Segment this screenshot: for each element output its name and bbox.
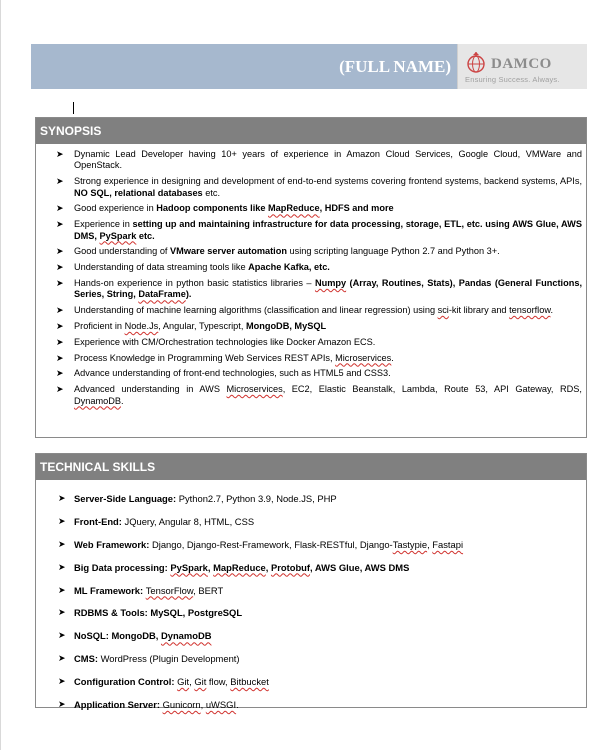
- text-run: TensorFlow: [145, 584, 194, 596]
- arrow-bullet-icon: ➤: [56, 321, 64, 331]
- text-run: MapReduce: [268, 203, 320, 214]
- synopsis-bullet: [36, 176, 586, 199]
- text-run: Hands-on experience in python basic statistics libraries –: [74, 278, 315, 288]
- text-run: Gunicorn: [162, 699, 201, 711]
- text-run: Tastypie: [392, 538, 428, 550]
- text-run: Numpy: [314, 278, 347, 288]
- text-run: .: [120, 395, 124, 406]
- skill-bullet: [36, 585, 586, 608]
- synopsis-bullet: [36, 353, 586, 364]
- text-run: Good understanding of: [74, 246, 171, 257]
- text-run: ,: [200, 699, 206, 711]
- text-run: using scripting language Python 2.7 and Python 3+.: [286, 246, 500, 257]
- text-run: Advanced understanding in AWS: [74, 384, 227, 395]
- skill-bullet: [36, 607, 586, 630]
- text-run: Experience in: [74, 219, 133, 230]
- text-run: tensorflow: [509, 305, 551, 316]
- text-run: etc.: [136, 230, 155, 241]
- text-run: -kit library and: [448, 305, 510, 316]
- technical-skills-list: [36, 480, 586, 722]
- text-run: Hadoop components like: [156, 203, 269, 214]
- text-run: .: [236, 699, 239, 711]
- text-run: Dynamic Lead Developer having 10+ years of experience in Amazon Cloud Services, Google Cloud, VMWare and OpenStack.: [74, 149, 582, 171]
- text-run: etc.: [202, 187, 221, 198]
- skill-bullet: [36, 562, 586, 585]
- text-run: Web Framework:: [74, 538, 150, 550]
- text-run: Server-Side Language:: [74, 493, 177, 504]
- arrow-bullet-icon: ➤: [56, 203, 64, 214]
- arrow-bullet-icon: ➤: [58, 653, 66, 664]
- logo-tagline: Ensuring Success. Always.: [465, 75, 560, 84]
- technical-skills-heading: TECHNICAL SKILLS: [36, 454, 586, 480]
- text-run: ,: [207, 561, 214, 573]
- arrow-bullet-icon: ➤: [56, 368, 64, 379]
- synopsis-bullet: [36, 305, 586, 316]
- text-run: DynamoDB: [74, 395, 121, 406]
- text-run: NoSQL: MongoDB,: [74, 630, 161, 642]
- text-run: , HDFS and more: [319, 203, 394, 214]
- arrow-bullet-icon: ➤: [58, 630, 66, 641]
- arrow-bullet-icon: ➤: [58, 699, 66, 710]
- synopsis-bullet: [36, 149, 586, 172]
- skill-bullet: [36, 699, 586, 722]
- skill-bullet: [36, 493, 586, 516]
- arrow-bullet-icon: ➤: [56, 384, 64, 395]
- synopsis-bullet: [36, 278, 586, 301]
- text-run: Understanding of data streaming tools like: [74, 262, 249, 273]
- text-run: Django, Django-Rest-Framework, Flask-RESTful, Django-: [149, 538, 393, 550]
- text-run: PySpark: [170, 561, 208, 573]
- text-cursor: [73, 102, 74, 114]
- text-run: Application Server:: [74, 699, 160, 711]
- text-run: Experience with CM/Orchestration technologies like Docker Amazon ECS.: [74, 336, 376, 347]
- synopsis-bullet: [36, 246, 586, 257]
- text-run: ).: [185, 289, 192, 300]
- text-run: NO SQL, relational databases: [74, 187, 203, 198]
- text-run: RDBMS & Tools: MySQL, PostgreSQL: [74, 607, 243, 619]
- text-run: ,: [427, 538, 433, 550]
- text-run: Microservices: [335, 352, 392, 363]
- synopsis-bullet: [36, 262, 586, 273]
- text-run: Front-End:: [74, 515, 122, 527]
- text-run: MongoDB, MySQL: [245, 321, 327, 331]
- text-run: Git: [194, 676, 207, 688]
- skill-bullet: [36, 539, 586, 562]
- synopsis-bullet: [36, 203, 586, 214]
- text-run: Good experience in: [74, 203, 157, 214]
- arrow-bullet-icon: ➤: [58, 676, 66, 687]
- text-run: .: [391, 352, 394, 363]
- text-run: .: [550, 305, 554, 316]
- damco-logo: [457, 44, 587, 89]
- arrow-bullet-icon: ➤: [58, 515, 66, 526]
- text-run: Bitbucket: [230, 676, 269, 688]
- text-run: sci: [437, 305, 449, 316]
- text-run: Process Knowledge in Programming Web Services REST APIs,: [74, 352, 336, 363]
- text-run: Microservices: [226, 384, 283, 395]
- text-run: WordPress (Plugin Development): [97, 653, 240, 665]
- arrow-bullet-icon: ➤: [56, 278, 64, 288]
- synopsis-list: [36, 144, 586, 407]
- text-run: flow,: [206, 676, 231, 688]
- text-run: Node.Js: [124, 321, 159, 331]
- name-band: [31, 44, 457, 89]
- full-name-placeholder[interactable]: (FULL NAME): [339, 56, 451, 76]
- text-run: Configuration Control:: [74, 676, 175, 688]
- text-run: CMS:: [74, 653, 98, 665]
- text-run: ,: [189, 676, 195, 688]
- arrow-bullet-icon: ➤: [58, 538, 66, 549]
- text-run: DataFrame: [138, 289, 186, 300]
- text-run: , EC2, Elastic Beanstalk, Lambda, Route 53, API Gateway, RDS,: [282, 384, 582, 395]
- skill-bullet: [36, 676, 586, 699]
- synopsis-bullet: [36, 368, 586, 379]
- text-run: uWSGI: [205, 699, 237, 711]
- text-run: setting up and maintaining infrastructure for data processing, storage, ETL, etc. using AWS Glue, AWS DMS,: [74, 219, 582, 241]
- globe-icon: [465, 52, 487, 74]
- arrow-bullet-icon: ➤: [58, 607, 66, 618]
- text-run: Advance understanding of front-end technologies, such as HTML5 and CSS3.: [74, 368, 391, 379]
- text-run: Git: [177, 676, 190, 688]
- synopsis-bullet: [36, 219, 586, 242]
- synopsis-bullet: [36, 337, 586, 348]
- text-run: Strong experience in designing and development of end-to-end systems covering frontend systems, backend systems, APIs,: [74, 176, 582, 187]
- text-run: PySpark: [99, 230, 137, 241]
- text-run: , Angular, Typescript,: [158, 321, 246, 331]
- text-run: (Array, Routines, Stats), Pandas (General Functions, Series, String,: [74, 278, 582, 300]
- text-run: , AWS Glue, AWS DMS: [310, 561, 410, 573]
- text-run: DynamoDB: [160, 630, 212, 642]
- text-run: Understanding of machine learning algorithms (classification and linear regression) using: [74, 305, 438, 316]
- arrow-bullet-icon: ➤: [58, 584, 66, 595]
- arrow-bullet-icon: ➤: [56, 262, 64, 273]
- arrow-bullet-icon: ➤: [56, 149, 64, 159]
- text-run: ML Framework:: [74, 584, 146, 596]
- synopsis-section: [35, 117, 587, 438]
- header-banner: [31, 44, 587, 89]
- synopsis-bullet: [36, 321, 586, 332]
- arrow-bullet-icon: ➤: [56, 336, 64, 347]
- text-run: ,: [265, 561, 271, 573]
- arrow-bullet-icon: ➤: [58, 493, 66, 503]
- synopsis-bullet: [36, 384, 586, 407]
- skill-bullet: [36, 516, 586, 539]
- logo-wordmark: DAMCO: [491, 56, 552, 72]
- arrow-bullet-icon: ➤: [56, 305, 64, 316]
- arrow-bullet-icon: ➤: [58, 561, 66, 572]
- text-run: Big Data processing:: [74, 561, 171, 573]
- arrow-bullet-icon: ➤: [56, 352, 64, 363]
- text-run: Apache Kafka, etc.: [248, 262, 330, 273]
- text-run: VMware server automation: [170, 246, 287, 257]
- text-run: MapReduce: [213, 561, 266, 573]
- text-run: JQuery, Angular 8, HTML, CSS: [121, 515, 255, 527]
- text-run: Python2.7, Python 3.9, Node.JS, PHP: [176, 493, 337, 504]
- arrow-bullet-icon: ➤: [56, 246, 64, 257]
- technical-skills-section: [35, 453, 587, 711]
- text-run: Protobuf: [270, 561, 311, 573]
- text-run: Fastapi: [432, 538, 464, 550]
- arrow-bullet-icon: ➤: [56, 176, 64, 187]
- skill-bullet: [36, 653, 586, 676]
- text-run: Proficient in: [74, 321, 125, 331]
- arrow-bullet-icon: ➤: [56, 219, 64, 230]
- synopsis-heading: SYNOPSIS: [36, 118, 586, 144]
- skill-bullet: [36, 630, 586, 653]
- text-run: , BERT: [193, 584, 224, 596]
